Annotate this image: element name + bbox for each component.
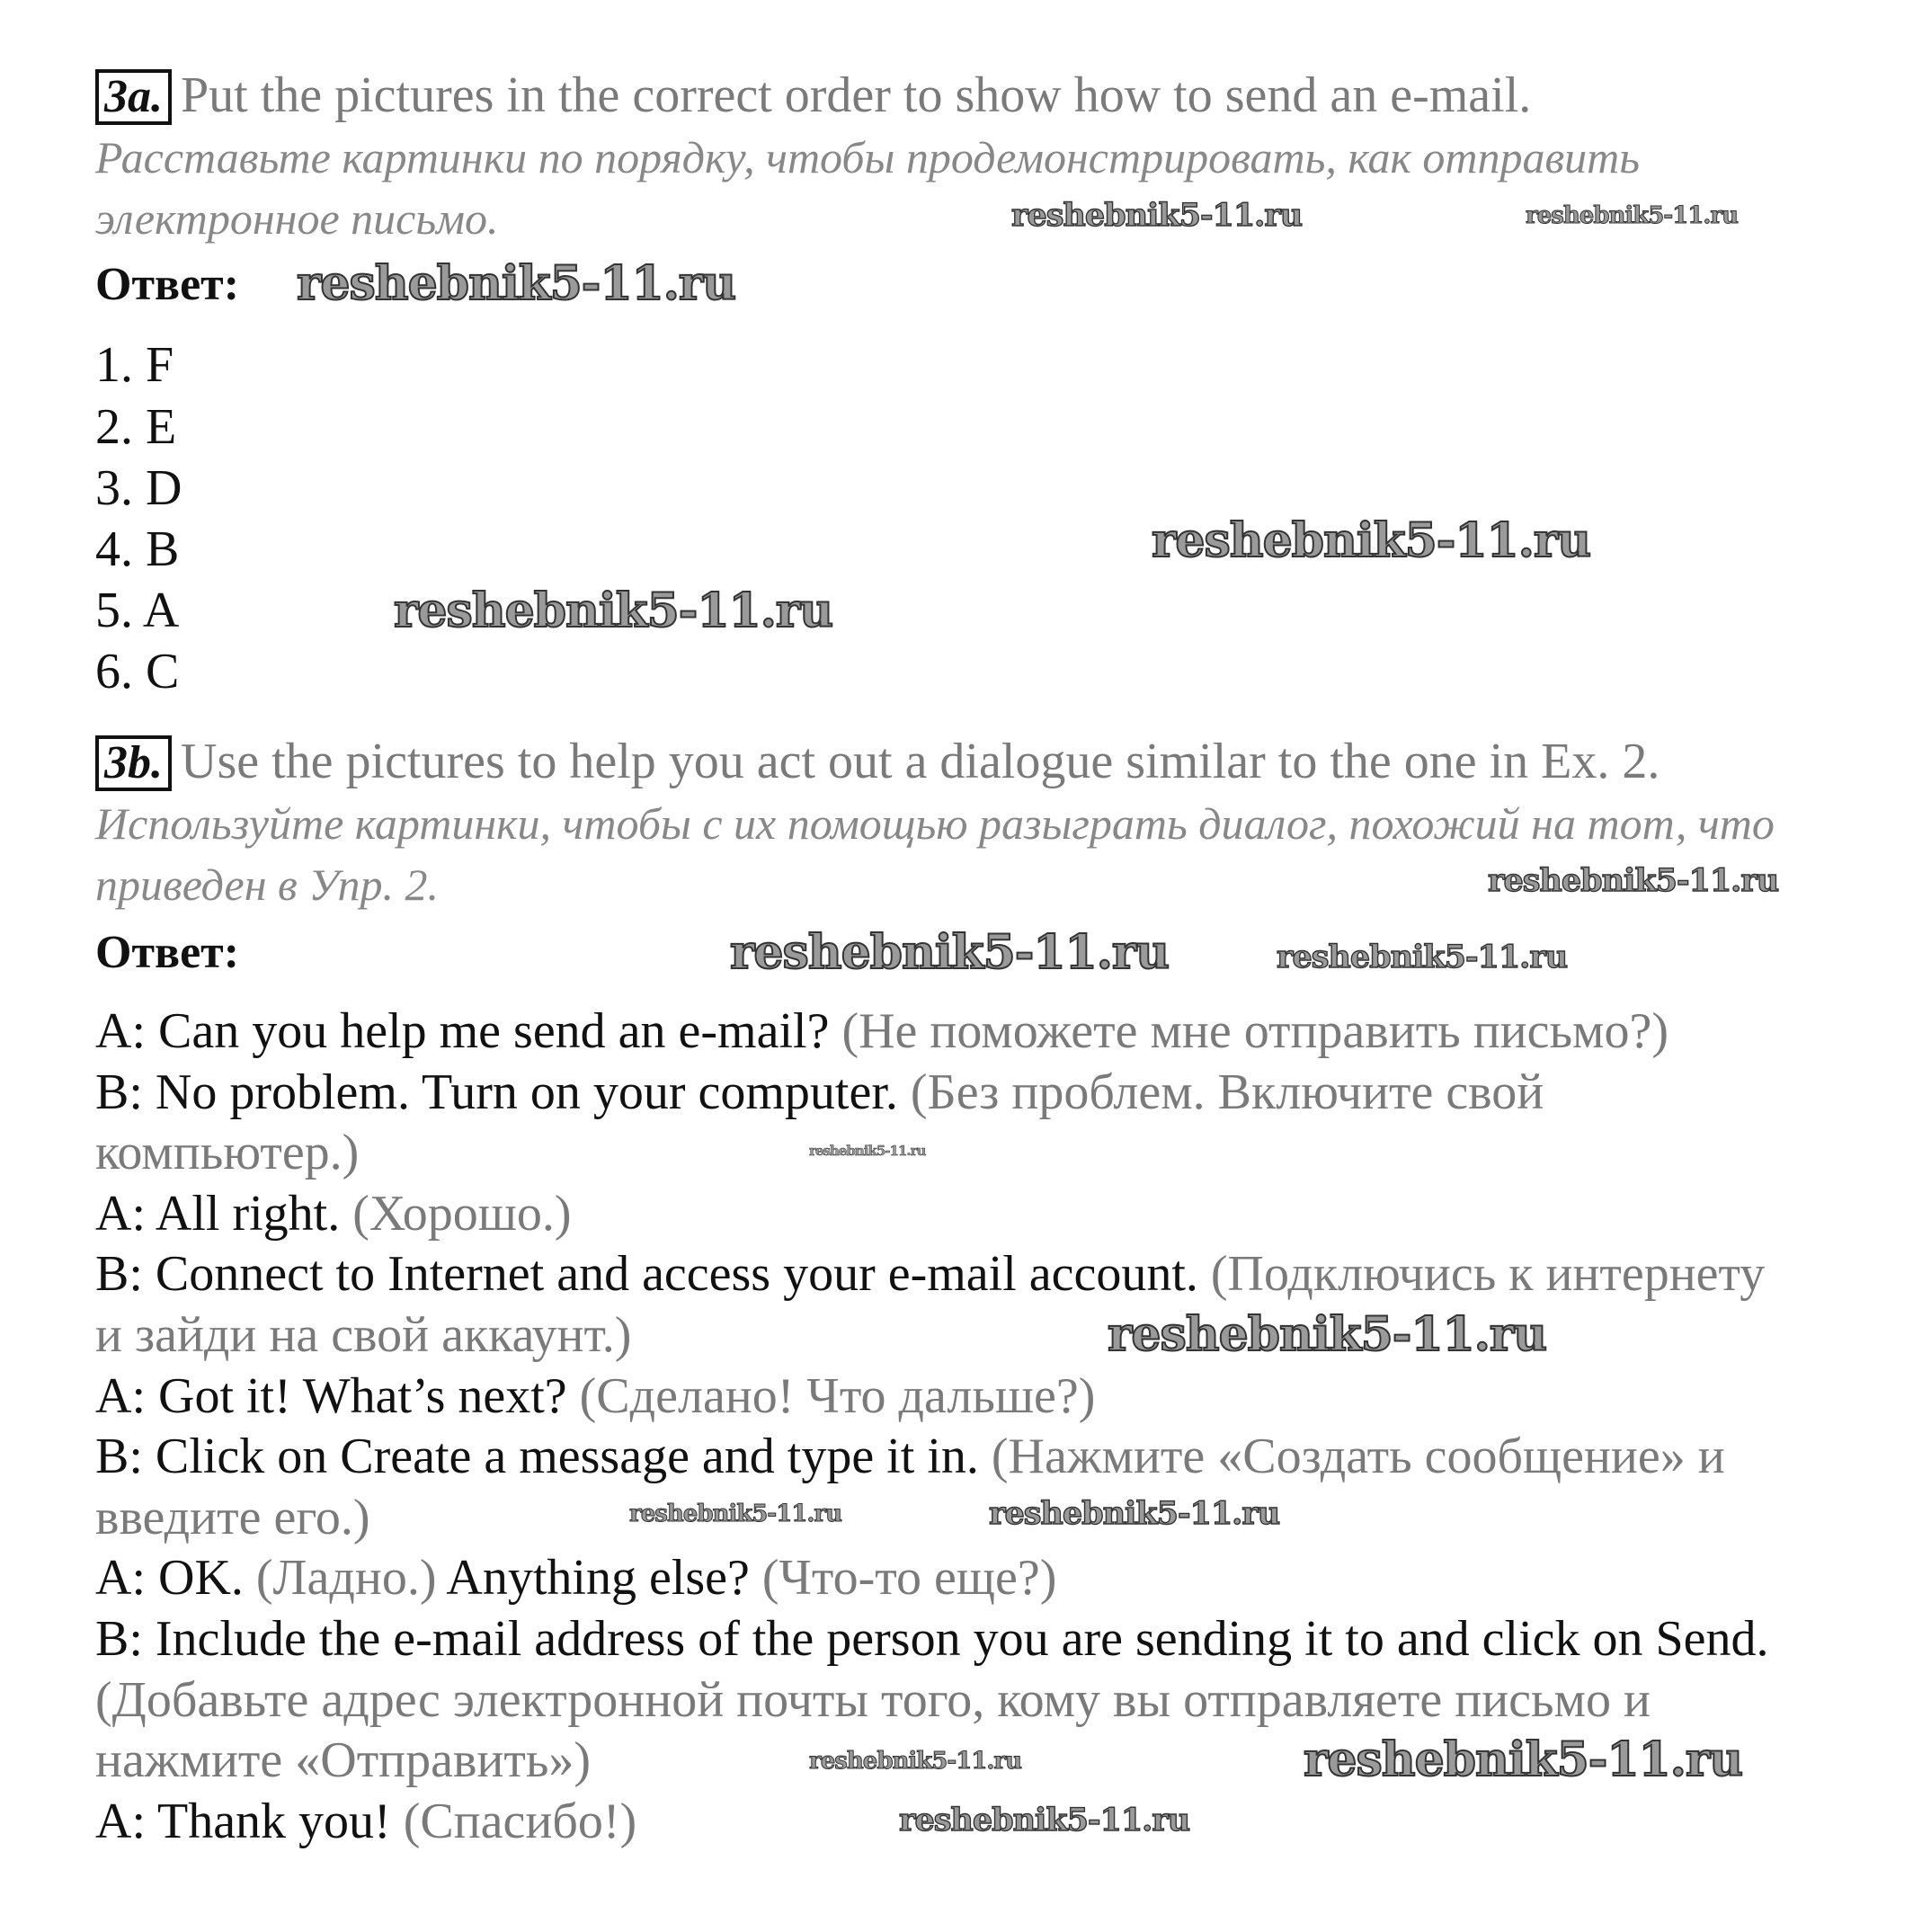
dialogue-line — [95, 1001, 1668, 1062]
dialogue-text: Anything else? — [436, 1550, 750, 1607]
watermark: reshebnik5-11.ru — [989, 1495, 1280, 1532]
translation-text: (Сделано! Что дальше?) — [566, 1367, 1096, 1424]
ex3b-instruction-ru-2: приведен в Упр. 2. — [95, 859, 440, 910]
answer-item: 6. C — [95, 644, 180, 699]
dialogue-line — [95, 1608, 1769, 1669]
dialogue-text: A: OK. — [95, 1550, 244, 1607]
ex3b-answer-label: Ответ: — [95, 927, 240, 978]
dialogue-text: B: Include the e-mail address of the person you are sending it to and click on Send. — [95, 1611, 1769, 1667]
answer-item: 5. A — [95, 583, 180, 638]
answer-item: 1. F — [95, 337, 174, 393]
watermark: reshebnik5-11.ru — [1277, 939, 1568, 975]
dialogue-line — [95, 1062, 1544, 1123]
translation-text: (Ладно.) — [243, 1550, 437, 1607]
watermark: reshebnik5-11.ru — [394, 583, 833, 638]
dialogue-text: B: Connect to Internet and access your e-mail account. — [95, 1246, 1198, 1303]
translation-text: введите его.) — [95, 1489, 370, 1545]
translation-text: компьютер.) — [95, 1125, 360, 1181]
watermark: reshebnik5-11.ru — [1304, 1732, 1743, 1787]
watermark: reshebnik5-11.ru — [1488, 862, 1779, 899]
answer-item: 3. D — [95, 460, 182, 516]
dialogue-text: A: All right. — [95, 1185, 341, 1242]
watermark: reshebnik5-11.ru — [899, 1802, 1190, 1839]
dialogue-line — [95, 1243, 1765, 1304]
ex3a-instruction-en: Put the pictures in the correct order to show how to send an e-mail. — [181, 67, 1532, 123]
watermark: reshebnik5-11.ru — [297, 256, 736, 311]
translation-text: (Нажмите «Создать сообщение» и — [978, 1429, 1725, 1485]
watermark: reshebnik5-11.ru — [629, 1500, 842, 1527]
translation-text: (Что-то еще?) — [749, 1550, 1057, 1607]
dialogue-text: A: Got it! What’s next? — [95, 1367, 567, 1424]
dialogue-line — [95, 1730, 591, 1791]
watermark: reshebnik5-11.ru — [1526, 202, 1739, 229]
dialogue-line — [95, 1791, 636, 1852]
ex3b-instruction-en: Use the pictures to help you act out a dialogue similar to the one in Ex. 2. — [181, 734, 1660, 789]
watermark: reshebnik5-11.ru — [809, 1748, 1022, 1775]
dialogue-line — [95, 1547, 1056, 1608]
answer-item: 4. B — [95, 521, 180, 577]
ex3a-instruction-ru-2: электронное письмо. — [95, 193, 499, 244]
dialogue-line — [95, 1366, 1095, 1427]
watermark: reshebnik5-11.ru — [809, 1143, 926, 1159]
dialogue-text: B: Click on Create a message and type it in. — [95, 1429, 979, 1485]
watermark: reshebnik5-11.ru — [1152, 513, 1591, 568]
ex3b-instruction-ru-1: Используйте картинки, чтобы с их помощью разыграть диалог, похожий на тот, что — [95, 798, 1775, 849]
watermark: reshebnik5-11.ru — [1011, 197, 1303, 234]
translation-text: (Не поможете мне отправить письмо?) — [829, 1003, 1668, 1059]
translation-text: (Спасибо!) — [390, 1793, 637, 1849]
dialogue-line — [95, 1183, 572, 1244]
dialogue-text: A: Can you help me send an e-mail? — [95, 1003, 830, 1059]
dialogue-line — [95, 1426, 1725, 1487]
dialogue-line — [95, 1487, 370, 1548]
dialogue-line — [95, 1304, 631, 1366]
translation-text: (Добавьте адрес электронной почты того, кому вы отправляете письмо и — [95, 1671, 1651, 1728]
ex3b-number: 3b. — [95, 735, 172, 791]
dialogue-text: B: No problem. Turn on your computer. — [95, 1064, 898, 1120]
watermark: reshebnik5-11.ru — [730, 925, 1170, 980]
dialogue-line — [95, 1669, 1651, 1731]
ex3a-instruction-ru-1: Расставьте картинки по порядку, чтобы продемонстрировать, как отправить — [95, 132, 1641, 183]
ex3a-heading — [95, 65, 1531, 126]
translation-text: (Без проблем. Включите свой — [897, 1064, 1544, 1120]
translation-text: (Хорошо.) — [340, 1185, 572, 1242]
ex3b-heading — [95, 731, 1660, 792]
answer-item: 2. E — [95, 399, 177, 455]
translation-text: (Подключись к интернету — [1197, 1246, 1766, 1303]
ex3a-answer-label: Ответ: — [95, 259, 240, 310]
ex3a-number: 3a. — [95, 69, 172, 125]
watermark: reshebnik5-11.ru — [1108, 1307, 1547, 1362]
translation-text: и зайди на свой аккаунт.) — [95, 1307, 632, 1363]
translation-text: нажмите «Отправить») — [95, 1732, 592, 1789]
dialogue-text: A: Thank you! — [95, 1793, 391, 1849]
dialogue-line — [95, 1122, 359, 1183]
